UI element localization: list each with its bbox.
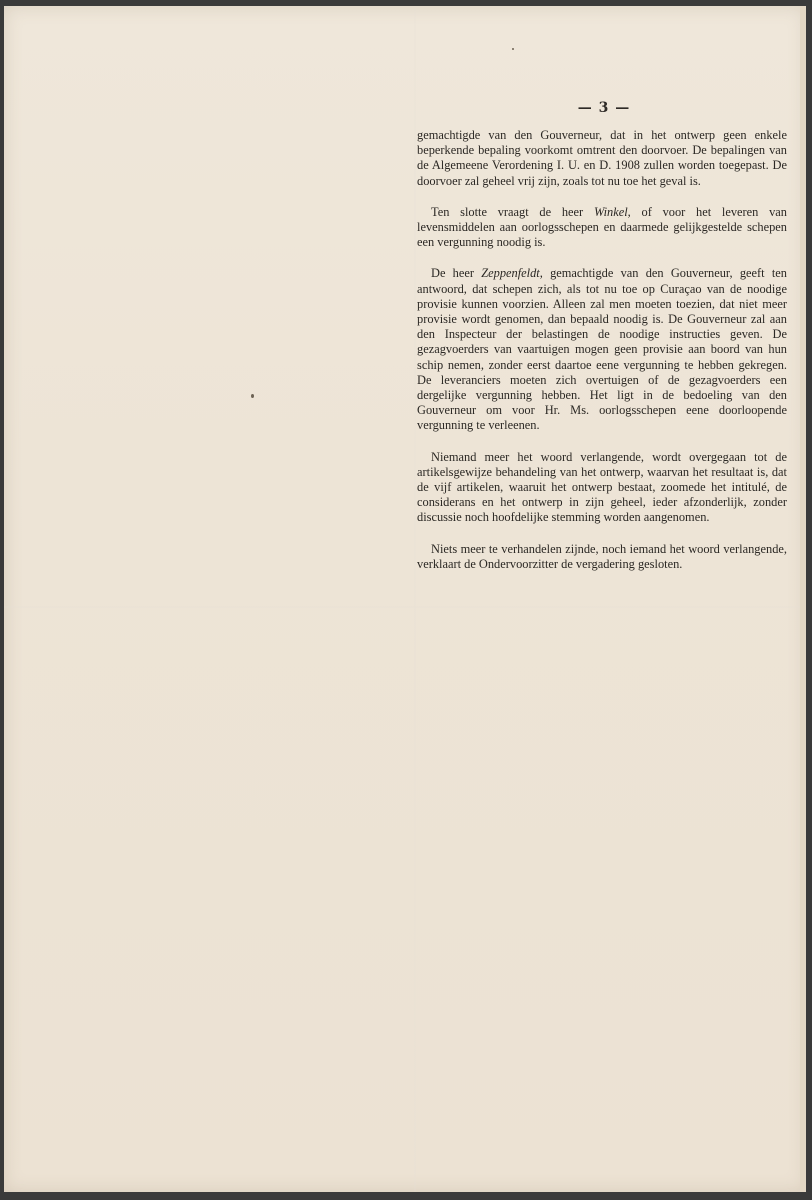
paragraph-text-after: gemachtigde van den Gouverneur, geeft ten antwoord, dat schepen zich, als tot nu toe op Curaçao van de noodige provisie kunnen voorzien. Alleen zal men moeten toezien, dat niet meer provisie wordt genomen, dan bepaald noodig is. De Gouverneur zal aan den Inspecteur der belastingen de noodige instructies geven. De gezagvoerders van vaartuigen mogen geen provisie aan boord van hun schip nemen, zonder eerst daartoe eene vergunning te hebben gekregen. De leveranciers moeten zich overtuigen of de gezagvoerders een dergelijke vergunning hebben. Het ligt in de bedoeling van den Gouverneur om voor Hr. Ms. oorlogsschepen eene doorloopende vergunning te verleenen. xyxy=(417,266,787,433)
paragraph-winkel-question xyxy=(417,205,787,251)
paragraph-meeting-closed: Niets meer te verhandelen zijnde, noch iemand het woord verlangende, verklaart de Ondervoorzitter de vergadering gesloten. xyxy=(417,541,787,571)
page-number: — 3 — xyxy=(577,100,631,116)
paper-edge xyxy=(800,6,806,1192)
paragraph-zeppenfeldt-answer xyxy=(417,266,787,433)
paragraph-articles-adopted: Niemand meer het woord verlangende, wordt overgegaan tot de artikelsgewijze behandeling van het ontwerp, waarvan het resultaat is, dat de vijf artikelen, waaruit het ontwerp bestaat, zoomede het intitulé, de considerans en het ontwerp in zijn geheel, ieder afzonderlijk, zonder discussie noch hoofdelijke stemming worden aangenomen. xyxy=(417,449,787,525)
paper-sheet xyxy=(4,6,806,1192)
speaker-name-winkel: Winkel, xyxy=(593,204,631,219)
paragraph-text-before: De heer xyxy=(431,266,482,281)
text-column xyxy=(417,128,787,588)
paper-speck xyxy=(251,394,254,398)
paragraph-transit: gemachtigde van den Gouverneur, dat in het ontwerp geen enkele beperkende bepaling voorkomt omtrent den doorvoer. De bepalingen van de Algemeene Verordening I. U. en D. 1908 zullen worden toegepast. De doorvoer zal geheel vrij zijn, zoals tot nu toe het geval is. xyxy=(417,128,787,188)
paragraph-text-after: of voor het leveren van levensmiddelen aan oorlogsschepen en daarmede gelijkgestelde schepen een vergunning noodig is. xyxy=(417,204,787,250)
vertical-fold-crease xyxy=(414,6,416,1192)
paragraph-text-before: Ten slotte vraagt de heer xyxy=(431,204,594,219)
paper-speck xyxy=(512,48,514,50)
speaker-name-zeppenfeldt: Zeppenfeldt, xyxy=(481,266,543,281)
horizontal-fold-crease xyxy=(4,606,806,608)
